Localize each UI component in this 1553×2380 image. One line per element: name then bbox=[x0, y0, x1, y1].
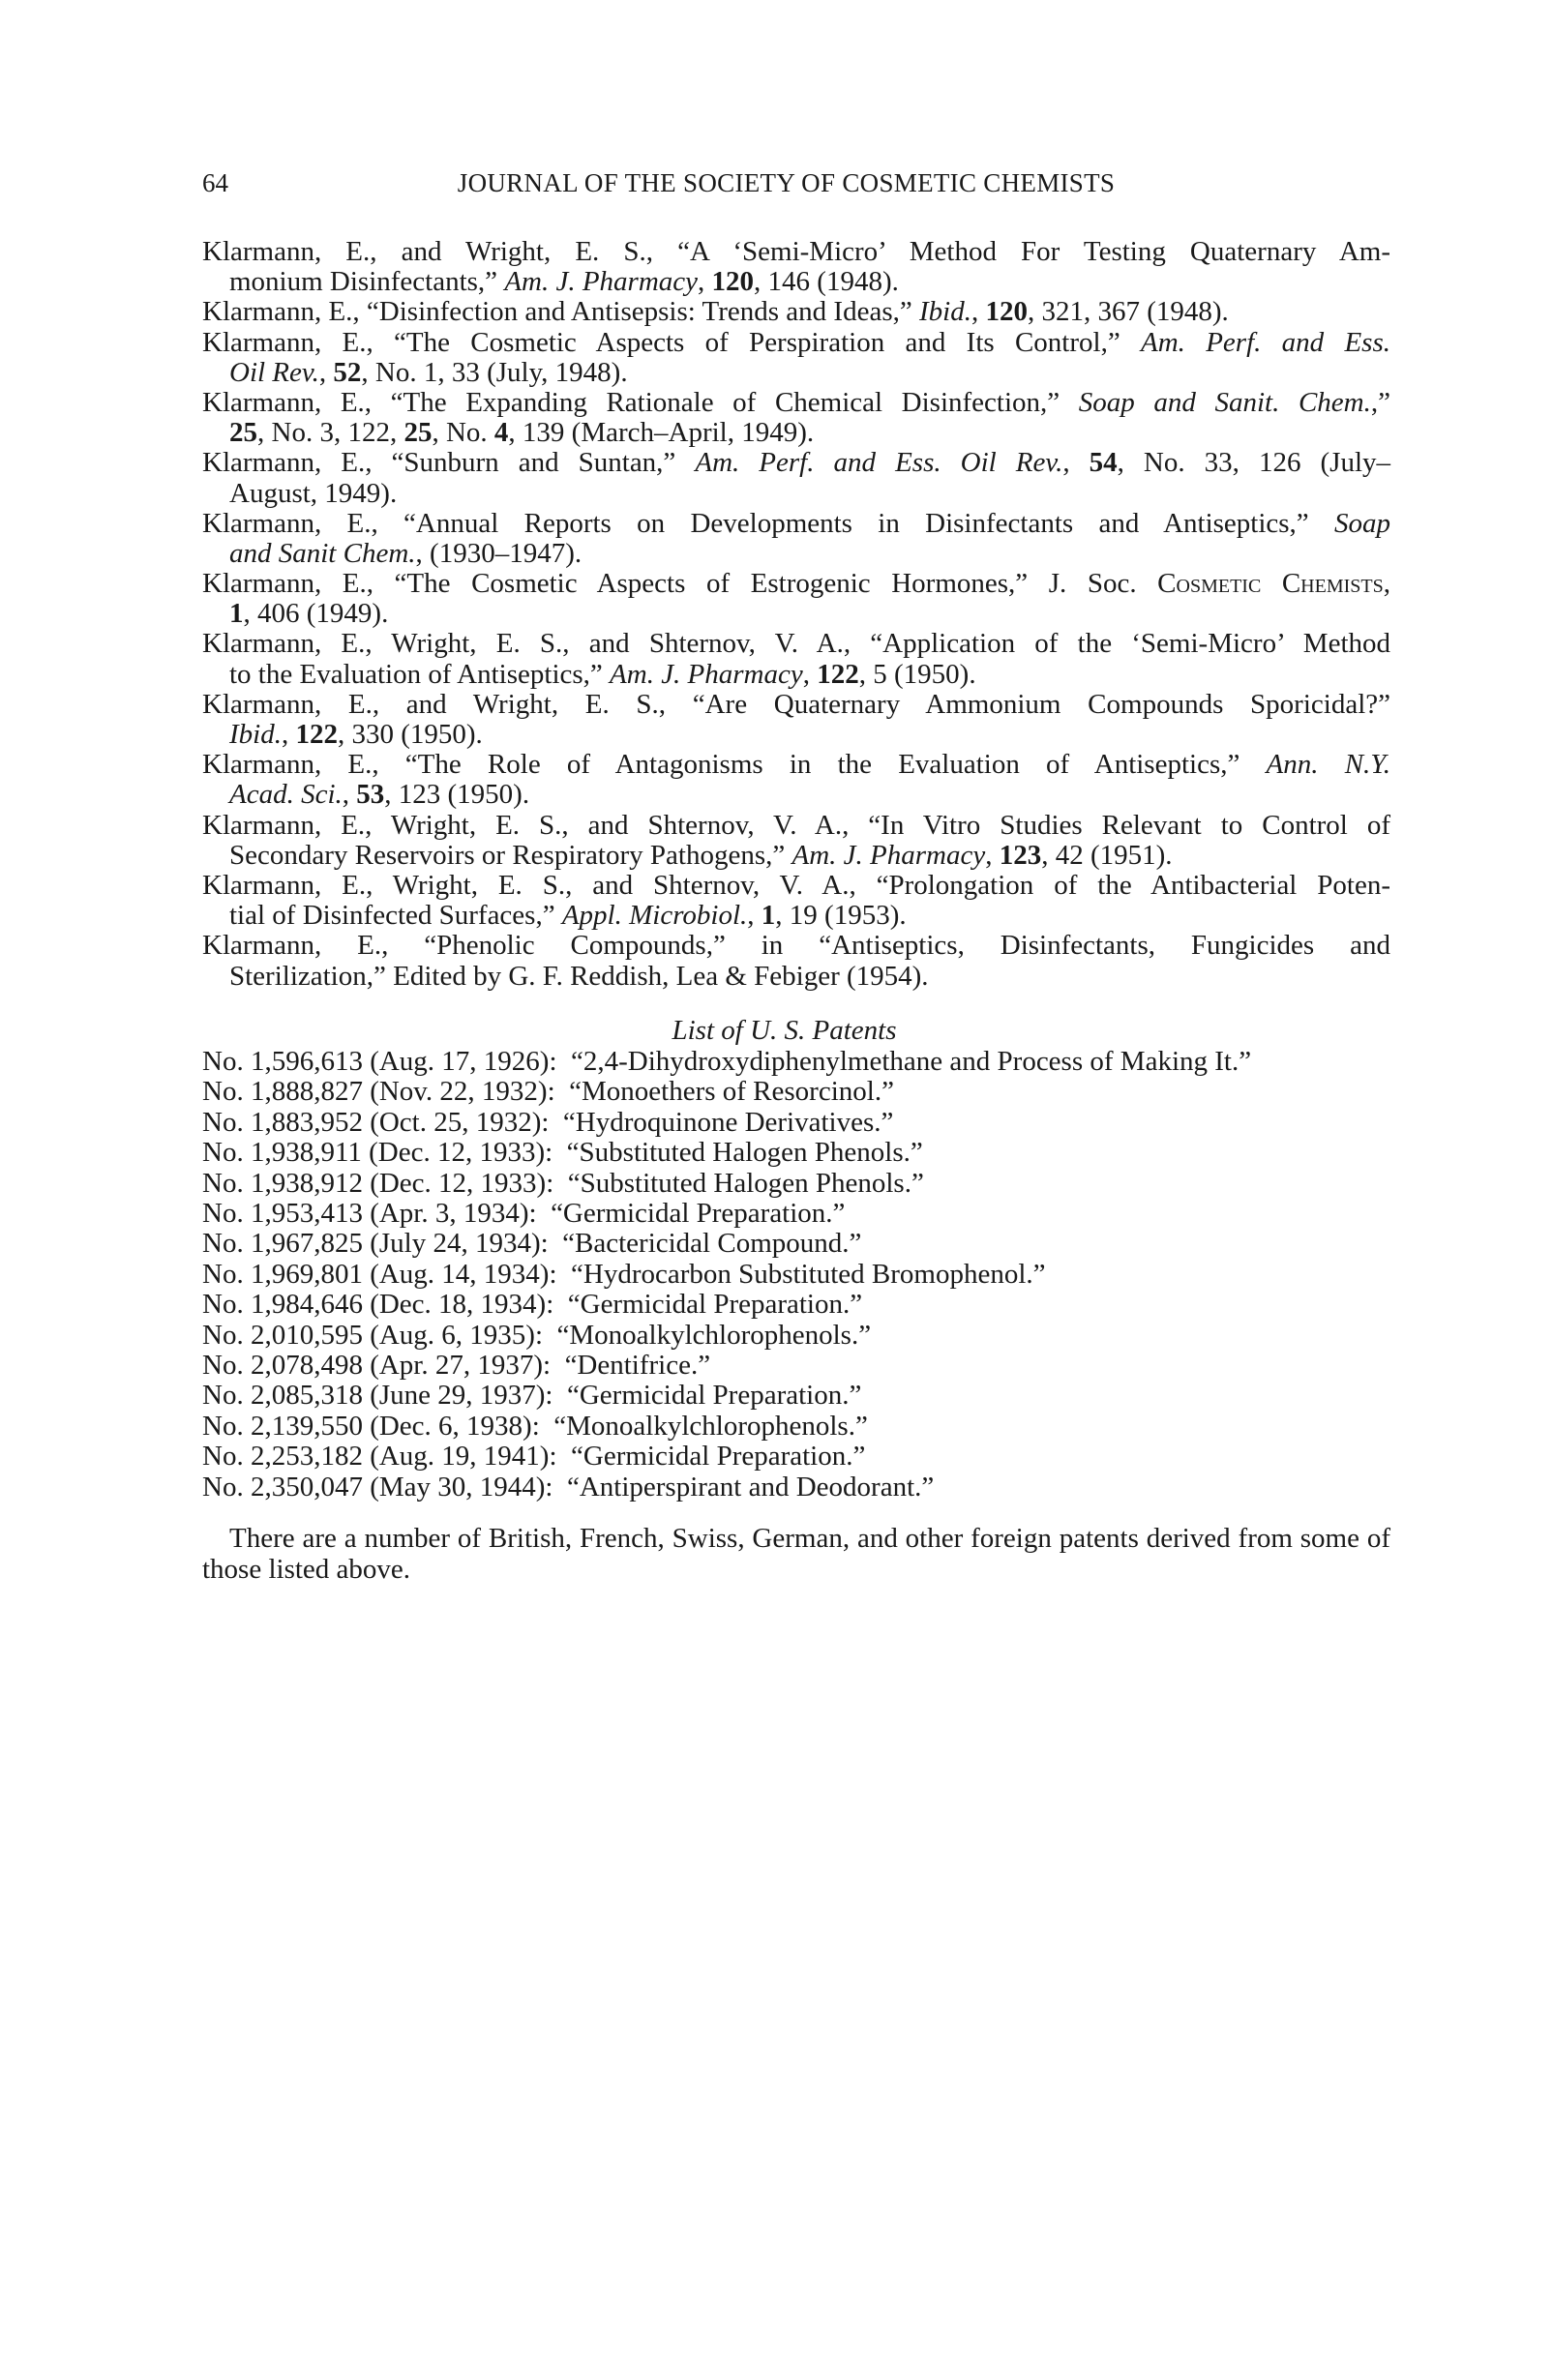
reference-entry bbox=[202, 931, 1390, 991]
patent-item: No. 2,139,550 (Dec. 6, 1938): “Monoalkylchlorophenols.” bbox=[202, 1410, 868, 1442]
reference-text: Klarmann, E., and Wright, E. S., “A ‘Semi-Micro’ Method For Testing Quaternary Am- bbox=[202, 236, 1390, 267]
journal-title: Ann. N.Y. bbox=[1266, 749, 1391, 781]
volume-number: 25 bbox=[229, 417, 257, 449]
reference-text: , 5 (1950). bbox=[858, 658, 976, 690]
reference-line bbox=[202, 811, 1390, 841]
volume-number: 52 bbox=[333, 356, 362, 388]
reference-text: , bbox=[1062, 447, 1090, 479]
patent-list bbox=[202, 1047, 1390, 1502]
journal-title: Am. J. Pharmacy bbox=[610, 658, 803, 690]
reference-text: Klarmann, E., “Disinfection and Antisepsis: Trends and Ideas,” bbox=[202, 296, 919, 328]
reference-entry bbox=[202, 811, 1390, 871]
patent-item: No. 1,967,825 (July 24, 1934): “Bactericidal Compound.” bbox=[202, 1228, 862, 1260]
journal-title: Oil Rev. bbox=[229, 356, 319, 388]
patent-item: No. 1,969,801 (Aug. 14, 1934): “Hydrocarbon Substituted Bromophenol.” bbox=[202, 1258, 1046, 1290]
patent-item: No. 2,010,595 (Aug. 6, 1935): “Monoalkylchlorophenols.” bbox=[202, 1319, 872, 1351]
reference-text: Klarmann, E., “The Role of Antagonisms in the Evaluation of Antiseptics,” bbox=[202, 749, 1267, 781]
volume-number: 1 bbox=[229, 598, 244, 630]
reference-text: Klarmann, E., “Annual Reports on Developments in Disinfectants and Antiseptics,” bbox=[202, 507, 1334, 539]
reference-line bbox=[202, 328, 1390, 358]
patent-item: No. 1,883,952 (Oct. 25, 1932): “Hydroquinone Derivatives.” bbox=[202, 1106, 894, 1138]
reference-text: Klarmann, E., “The Expanding Rationale of Chemical Disinfection,” bbox=[202, 386, 1079, 418]
reference-line bbox=[202, 660, 1390, 690]
reference-line bbox=[202, 599, 1390, 629]
closing-paragraph: There are a number of British, French, Swiss, German, and other foreign patents derived from some of those listed above. bbox=[202, 1523, 1390, 1585]
reference-list bbox=[202, 237, 1390, 992]
journal-title: Am. Perf. and Ess. bbox=[1141, 326, 1391, 358]
reference-text: Sterilization,” Edited by G. F. Reddish, Lea & Febiger (1954). bbox=[229, 960, 929, 992]
reference-entry bbox=[202, 690, 1390, 750]
reference-line bbox=[202, 509, 1390, 539]
journal-title: Ibid. bbox=[229, 719, 282, 750]
reference-line bbox=[202, 780, 1390, 810]
reference-text: , 42 (1951). bbox=[1041, 839, 1173, 871]
patent-item: No. 1,888,827 (Nov. 22, 1932): “Monoethers of Resorcinol.” bbox=[202, 1076, 894, 1108]
reference-line bbox=[202, 297, 1390, 327]
volume-number: 122 bbox=[295, 719, 338, 750]
reference-text: Klarmann, E., Wright, E. S., and Shternov, V. A., “In Vitro Studies Relevant to Control of bbox=[202, 809, 1390, 841]
volume-number: 4 bbox=[493, 417, 509, 449]
volume-number: 53 bbox=[356, 779, 385, 811]
journal-title: Ibid. bbox=[919, 296, 971, 328]
running-head: JOURNAL OF THE SOCIETY OF COSMETIC CHEMISTS bbox=[457, 168, 1116, 197]
reference-text: , 146 (1948). bbox=[754, 266, 899, 298]
reference-entry bbox=[202, 297, 1390, 327]
reference-entry bbox=[202, 448, 1390, 508]
patent-item: No. 2,350,047 (May 30, 1944): “Antiperspirant and Deodorant.” bbox=[202, 1471, 935, 1502]
reference-entry bbox=[202, 388, 1390, 448]
reference-text: Klarmann, E., “Phenolic Compounds,” in “Antiseptics, Disinfectants, Fungicides and bbox=[202, 930, 1390, 962]
reference-line bbox=[202, 720, 1390, 750]
reference-line bbox=[202, 237, 1390, 267]
reference-text: , 139 (March–April, 1949). bbox=[508, 417, 815, 449]
volume-number: 120 bbox=[985, 296, 1028, 328]
patent-item: No. 1,596,613 (Aug. 17, 1926): “2,4-Dihydroxydiphenylmethane and Process of Making It.” bbox=[202, 1046, 1252, 1077]
reference-line bbox=[202, 931, 1390, 961]
reference-line bbox=[202, 418, 1390, 448]
reference-text: , 406 (1949). bbox=[243, 598, 389, 630]
patent-item: No. 1,953,413 (Apr. 3, 1934): “Germicidal Preparation.” bbox=[202, 1198, 846, 1230]
journal-title: Appl. Microbiol. bbox=[561, 900, 748, 932]
reference-entry bbox=[202, 629, 1390, 689]
reference-text: , bbox=[985, 839, 1000, 871]
reference-text: , bbox=[318, 356, 334, 388]
reference-entry bbox=[202, 569, 1390, 629]
reference-text: Klarmann, E., “Sunburn and Suntan,” bbox=[202, 447, 696, 479]
reference-line bbox=[202, 539, 1390, 569]
reference-text: , bbox=[342, 779, 357, 811]
journal-title: and Sanit Chem. bbox=[229, 537, 416, 569]
journal-title: Soap bbox=[1334, 507, 1390, 539]
reference-text: , 321, 367 (1948). bbox=[1027, 296, 1229, 328]
patent-item: No. 1,938,912 (Dec. 12, 1933): “Substituted Halogen Phenols.” bbox=[202, 1167, 924, 1199]
patent-item: No. 2,078,498 (Apr. 27, 1937): “Dentifrice.” bbox=[202, 1350, 711, 1382]
reference-line bbox=[202, 358, 1390, 388]
reference-text: , bbox=[281, 719, 296, 750]
reference-text: to the Evaluation of Antiseptics,” bbox=[229, 658, 611, 690]
reference-line bbox=[202, 388, 1390, 418]
reference-entry bbox=[202, 750, 1390, 810]
journal-name-smallcaps: Cosmetic Chemists bbox=[1157, 568, 1384, 600]
journal-title: Am. J. Pharmacy bbox=[791, 839, 986, 871]
reference-text: , No. bbox=[432, 417, 494, 449]
reference-text: ,” bbox=[1370, 386, 1390, 418]
reference-line bbox=[202, 690, 1390, 720]
reference-text: tial of Disinfected Surfaces,” bbox=[229, 900, 562, 932]
volume-number: 1 bbox=[761, 900, 776, 932]
reference-line bbox=[202, 750, 1390, 780]
reference-text: , 123 (1950). bbox=[384, 779, 530, 811]
reference-line bbox=[202, 962, 1390, 992]
reference-text: August, 1949). bbox=[229, 477, 398, 509]
reference-text: , bbox=[1383, 568, 1391, 600]
reference-text: Klarmann, E., “The Cosmetic Aspects of Perspiration and Its Control,” bbox=[202, 326, 1141, 358]
volume-number: 25 bbox=[403, 417, 433, 449]
volume-number: 123 bbox=[999, 839, 1042, 871]
journal-title: Soap and Sanit. Chem. bbox=[1078, 386, 1371, 418]
reference-text: Klarmann, E., Wright, E. S., and Shternov, V. A., “Application of the ‘Semi-Micro’ Method bbox=[202, 628, 1390, 660]
reference-text: , bbox=[971, 296, 986, 328]
reference-line bbox=[202, 629, 1390, 659]
reference-line bbox=[202, 448, 1390, 478]
patents-heading: List of U. S. Patents bbox=[672, 1015, 897, 1046]
reference-line bbox=[202, 841, 1390, 871]
journal-title: Am. J. Pharmacy bbox=[504, 266, 699, 298]
reference-text: , (1930–1947). bbox=[415, 537, 582, 569]
reference-line bbox=[202, 901, 1390, 931]
reference-entry bbox=[202, 328, 1390, 388]
reference-line bbox=[202, 267, 1390, 297]
reference-entry bbox=[202, 509, 1390, 569]
reference-text: , bbox=[747, 900, 762, 932]
volume-number: 54 bbox=[1089, 447, 1118, 479]
reference-text: , No. 3, 122, bbox=[257, 417, 404, 449]
patent-item: No. 2,253,182 (Aug. 19, 1941): “Germicidal Preparation.” bbox=[202, 1441, 866, 1473]
reference-entry bbox=[202, 237, 1390, 297]
reference-text: Secondary Reservoirs or Respiratory Pathogens,” bbox=[229, 839, 792, 871]
reference-line bbox=[202, 569, 1390, 599]
reference-text: , 19 (1953). bbox=[775, 900, 907, 932]
reference-line bbox=[202, 871, 1390, 901]
reference-text: Klarmann, E., Wright, E. S., and Shternov, V. A., “Prolongation of the Antibacterial Poten- bbox=[202, 869, 1390, 901]
reference-entry bbox=[202, 871, 1390, 931]
volume-number: 120 bbox=[711, 266, 755, 298]
reference-text: , No. 33, 126 (July– bbox=[1117, 447, 1390, 479]
page-number: 64 bbox=[202, 168, 228, 197]
reference-text: , bbox=[802, 658, 818, 690]
reference-text: , No. 1, 33 (July, 1948). bbox=[361, 356, 628, 388]
reference-text: , 330 (1950). bbox=[337, 719, 483, 750]
journal-title: Acad. Sci. bbox=[229, 779, 343, 811]
patent-item: No. 2,085,318 (June 29, 1937): “Germicidal Preparation.” bbox=[202, 1380, 862, 1412]
reference-text: , bbox=[698, 266, 712, 298]
journal-title: Am. Perf. and Ess. Oil Rev. bbox=[695, 447, 1063, 479]
volume-number: 122 bbox=[817, 658, 859, 690]
reference-text: monium Disinfectants,” bbox=[229, 266, 505, 298]
patent-item: No. 1,984,646 (Dec. 18, 1934): “Germicidal Preparation.” bbox=[202, 1289, 863, 1321]
reference-text: Klarmann, E., “The Cosmetic Aspects of Estrogenic Hormones,” J. Soc. bbox=[202, 568, 1158, 600]
patent-item: No. 1,938,911 (Dec. 12, 1933): “Substituted Halogen Phenols.” bbox=[202, 1137, 923, 1169]
reference-line bbox=[202, 479, 1390, 509]
reference-text: Klarmann, E., and Wright, E. S., “Are Quaternary Ammonium Compounds Sporicidal?” bbox=[202, 688, 1390, 720]
